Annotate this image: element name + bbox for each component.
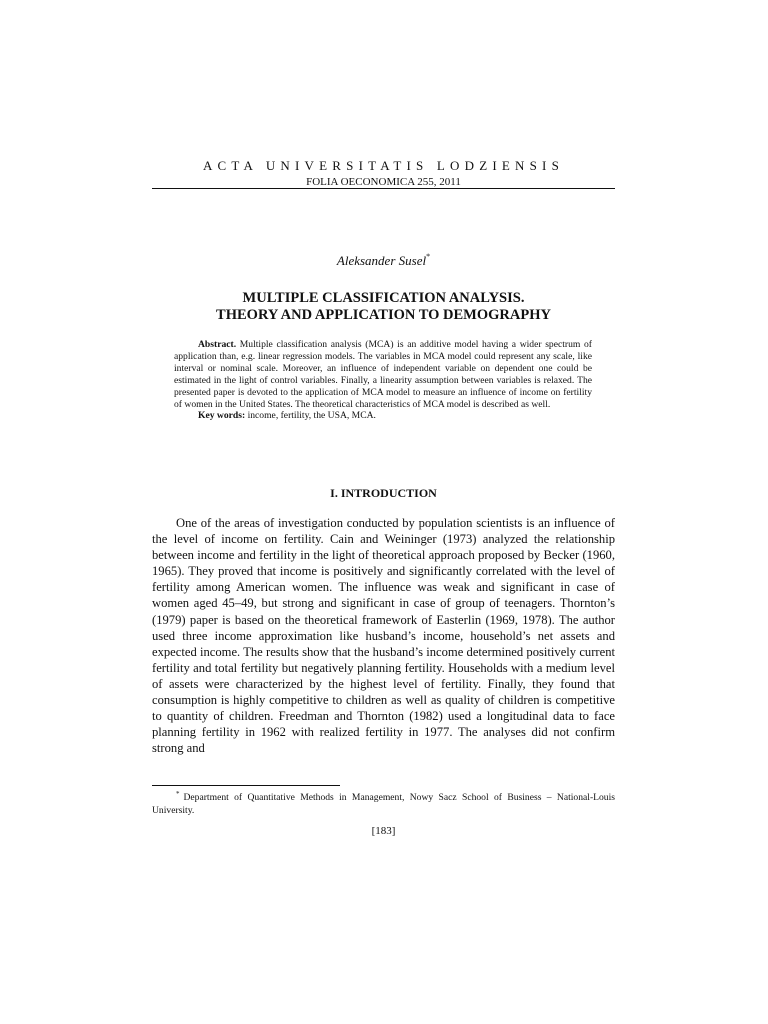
keywords-text: income, fertility, the USA, MCA. bbox=[247, 410, 376, 422]
section-heading: I. INTRODUCTION bbox=[330, 486, 437, 500]
keywords-paragraph bbox=[174, 410, 592, 422]
introduction-paragraph: One of the areas of investigation conducted by population scientists is an influence of the level of income on fertility. Cain and Weininger (1973) analyzed the relationship between income and fertility in the light of theoretical approach proposed by Becker (1960, 1965). They proved that income is positively and significantly correlated with the level of fertility among American women. The influence was weak and significant in case of women aged 45–49, but strong and significant in case of group of teenagers. Thornton’s (1979) paper is based on the theoretical framework of Easterlin (1969, 1978). The author used three income approximation like husband’s income, household’s net assets and expected income. The results show that the husband’s income determined positively current fertility and total fertility but negatively planning fertility. Households with a medium level of assets were characterized by the highest level of fertility. Finally, they found that consumption is highly competitive to children as well as quality of children is competitive to quantity of children. Freedman and Thornton (1982) used a longitudinal data to face planning fertility in 1962 with realized fertility in 1977. The analyses did not confirm strong and bbox=[152, 516, 615, 756]
footnote-text: Department of Quantitative Methods in Management, Nowy Sacz School of Business – National-Louis University. bbox=[152, 792, 615, 816]
abstract-label: Abstract. bbox=[198, 339, 237, 350]
footnote-rule bbox=[152, 785, 340, 786]
journal-name: ACTA UNIVERSITATIS LODZIENSIS bbox=[202, 158, 565, 173]
footnote bbox=[152, 791, 615, 817]
keywords-label: Key words: bbox=[198, 410, 246, 422]
page-number: [183] bbox=[371, 825, 396, 837]
abstract-block bbox=[174, 339, 592, 422]
header-rule bbox=[152, 188, 615, 189]
paper-title-line-2: THEORY AND APPLICATION TO DEMOGRAPHY bbox=[216, 307, 551, 323]
abstract-text: Multiple classification analysis (MCA) is an additive model having a wider spectrum of application than, e.g. linear regression models. The variables in MCA model could represent any scale, like interval or nominal scale. Moreover, an influence of independent variable on dependent one could be estimated in the light of control variables. Finally, a linearity assumption between variables is relaxed. The presented paper is devoted to the application of MCA model to measure an influence of income on fertility of women in the United States. The theoretical characteristics of MCA model is described as well. bbox=[174, 339, 592, 410]
author-name: Aleksander Susel bbox=[336, 253, 427, 268]
abstract-paragraph bbox=[174, 339, 592, 410]
author-footnote-mark: * bbox=[426, 252, 431, 261]
journal-volume: FOLIA OECONOMICA 255, 2011 bbox=[306, 176, 461, 188]
author-line bbox=[152, 253, 615, 269]
footnote-mark: * bbox=[176, 790, 180, 798]
paper-title-line-1: MULTIPLE CLASSIFICATION ANALYSIS. bbox=[242, 290, 525, 306]
